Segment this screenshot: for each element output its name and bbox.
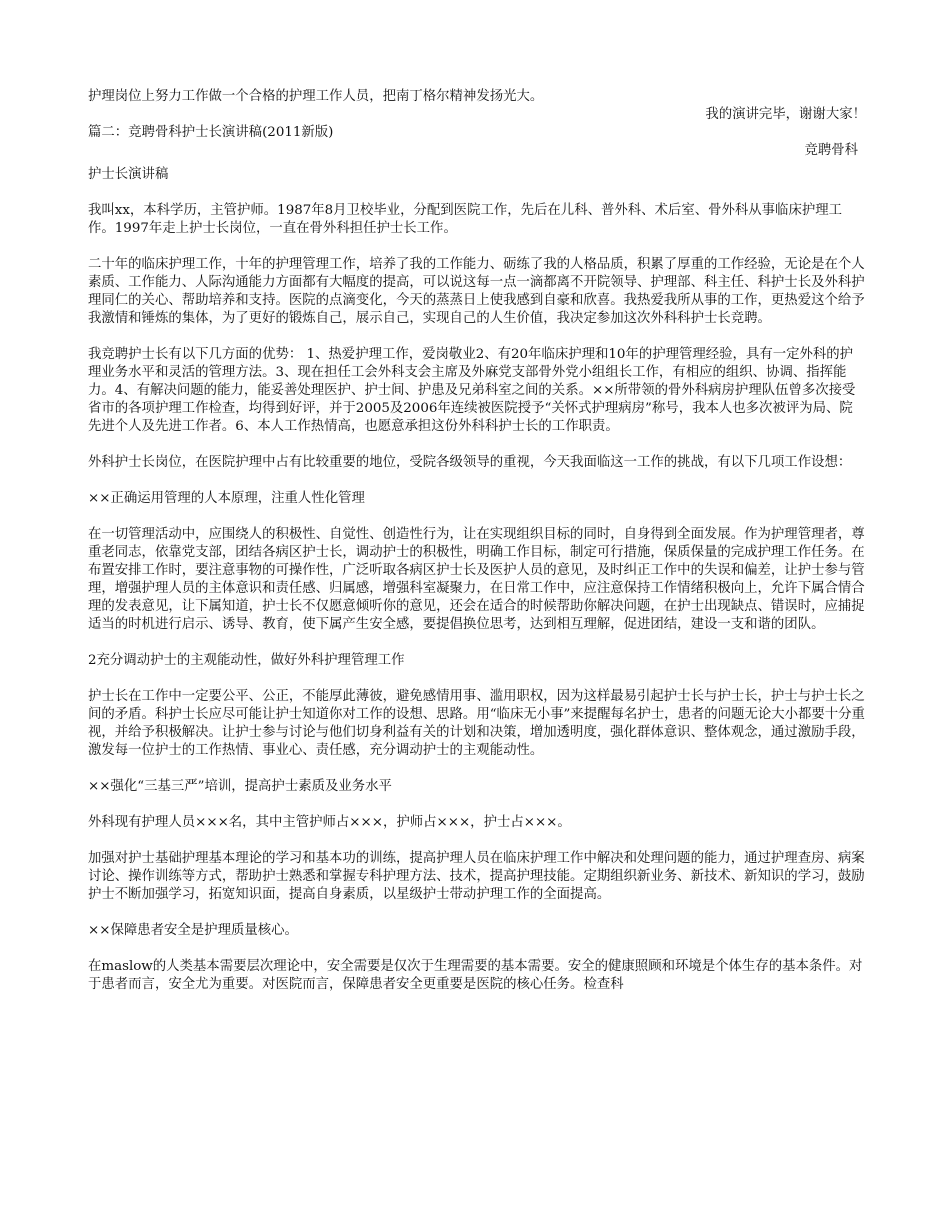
paragraph-management: 在一切管理活动中，应围绕人的积极性、自觉性、创造性行为，让在实现组织目标的同时，自身得到全面发展。作为护理管理者，尊重老同志，依靠党支部，团结各病区护士长，调动护士的积极性，明确工作目标，制定可行措施，保质保量的完成护理工作任务。在布置安排工作时，要注意事物的可操作性，广泛听取各病区护士长及医护人员的意见，及时纠正工作中的失误和偏差，让护士参与管理，增强护理人员的主体意识和责任感、归属感，增强科室凝聚力，在日常工作中，应注意保持工作情绪积极向上，允许下属合情合理的发表意见，让下属知道，护士长不仅愿意倾听你的意见，还会在适合的时候帮助你解决问题，在护士出现缺点、错误时，应捕捉适当的时机进行启示、诱导、教育，使下属产生安全感，要提倡换位思考，达到相互理解，促进团结，建设一支和谐的团队。	[88, 527, 865, 632]
paragraph-intro-line: 护理岗位上努力工作做一个合格的护理工作人员，把南丁格尔精神发扬光大。	[88, 89, 544, 104]
paragraph-training: 加强对护士基础护理基本理论的学习和基本功的训练，提高护理人员在临床护理工作中解决和处理问题的能力，通过护理查房、病案讨论、操作训练等方式，帮助护士熟悉和掌握专科护理方法、技术，提高护理技能。定期组织新业务、新技术、新知识的学习，鼓励护士不断加强学习，拓宽知识面，提高自身素质，以星级护士带动护理工作的全面提高。	[88, 851, 865, 902]
heading-motivation: 2充分调动护士的主观能动性，做好外科护理管理工作	[88, 653, 405, 668]
speech-title-part-2: 护士长演讲稿	[88, 167, 169, 182]
paragraph-self-intro: 我叫xx，本科学历，主管护师。1987年8月卫校毕业，分配到医院工作，先后在儿科、普外科、术后室、骨外科从事临床护理工作。1997年走上护士长岗位，一直在骨外科担任护士长工作。	[88, 203, 843, 236]
document-page	[88, 88, 866, 994]
paragraph-motivation: 护士长在工作中一定要公平、公正，不能厚此薄彼，避免感情用事、滥用职权，因为这样最易引起护士长与护士长，护士与护士长之间的矛盾。科护士长应尽可能让护士知道你对工作的设想、思路。用“临床无小事”来提醒每名护士，患者的问题无论大小都要十分重视，并给予积极解决。让护士参与讨论与他们切身利益有关的计划和决策，增加透明度，强化群体意识、整体观念，通过激励手段，激发每一位护士的工作热情、事业心、责任感，充分调动护士的主观能动性。	[88, 689, 865, 758]
paragraph-experience: 二十年的临床护理工作，十年的护理管理工作，培养了我的工作能力、砺练了我的人格品质，积累了厚重的工作经验，无论是在个人素质、工作能力、人际沟通能力方面都有大幅度的提高，可以说这每一点一滴都离不开院领导、护理部、科主任、科护士长及外科护理同仁的关心、帮助培养和支持。医院的点滴变化，今天的蒸蒸日上使我感到自豪和欣喜。我热爱我所从事的工作，更热爱这个给予我激情和锤炼的集体，为了更好的锻炼自己，展示自己，实现自己的人生价值，我决定参加这次外科科护士长竞聘。	[88, 257, 865, 326]
paragraph-advantages: 我竞聘护士长有以下几方面的优势： 1、热爱护理工作，爱岗敬业2、有20年临床护理和10年的护理管理经验，具有一定外科的护理业务水平和灵活的管理方法。3、现在担任工会外科支会主席及外麻党支部骨外党小组组长工作，有相应的组织、协调、指挥能力。4、有解决问题的能力，能妥善处理医护、护士间、护患及兄弟科室之间的关系。××所带领的骨外科病房护理队伍曾多次接受省市的各项护理工作检查，均得到好评，并于2005及2006年连续被医院授予“关怀式护理病房”称号，我本人也多次被评为局、院先进个人及先进工作者。6、本人工作热情高，也愿意承担这份外科科护士长的工作职责。	[88, 347, 856, 434]
heading-training: ××强化“三基三严”培训，提高护士素质及业务水平	[88, 779, 392, 794]
paragraph-staff-count: 外科现有护理人员×××名，其中主管护师占×××，护师占×××，护士占×××。	[88, 815, 571, 830]
paragraph-position: 外科护士长岗位，在医院护理中占有比较重要的地位，受院各级领导的重视，今天我面临这一工作的挑战，有以下几项工作设想：	[88, 455, 852, 470]
heading-patient-safety: ××保障患者安全是护理质量核心。	[88, 923, 298, 938]
heading-humanized-management: ××正确运用管理的人本原理，注重人性化管理	[88, 491, 365, 506]
speech-title-part-1: 竞聘骨科	[804, 143, 858, 158]
section-title: 篇二：竞聘骨科护士长演讲稿(2011新版)	[88, 125, 334, 140]
closing-remark: 我的演讲完毕，谢谢大家！	[705, 107, 866, 122]
paragraph-patient-safety: 在maslow的人类基本需要层次理论中，安全需要是仅次于生理需要的基本需要。安全的健康照顾和环境是个体生存的基本条件。对于患者而言，安全尤为重要。对医院而言，保障患者安全更重要是医院的核心任务。检查科	[88, 959, 863, 992]
